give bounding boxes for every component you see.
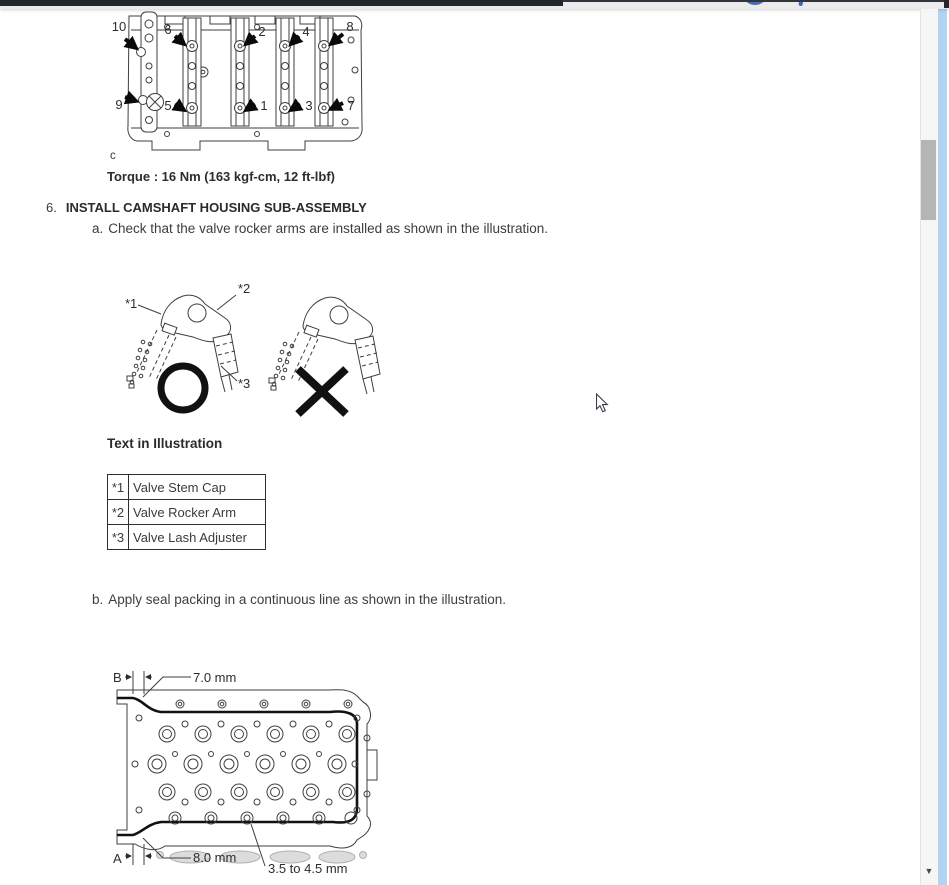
step-number: 6. xyxy=(46,200,57,215)
bolt-number: 4 xyxy=(302,24,310,39)
callout-2: *2 xyxy=(238,281,251,296)
text-in-illustration-table xyxy=(107,474,266,550)
bearing-strip xyxy=(183,18,201,126)
table-key: *3 xyxy=(108,525,129,550)
bearing-strip xyxy=(315,18,333,126)
callout-3: *3 xyxy=(238,376,251,391)
table-value: Valve Stem Cap xyxy=(129,475,266,500)
table-value: Valve Rocker Arm xyxy=(129,500,266,525)
bolt-number: 8 xyxy=(346,19,354,34)
point-a-dim: 8.0 mm xyxy=(193,850,237,865)
callout-1: *1 xyxy=(125,296,138,311)
table-row xyxy=(108,525,266,550)
scrollbar-down-button[interactable] xyxy=(922,864,936,878)
incorrect-mark xyxy=(298,369,346,414)
bolt-number: 5 xyxy=(164,98,172,113)
bolt-number: 7 xyxy=(347,98,355,113)
bolt-number: 3 xyxy=(305,98,313,113)
outer-scrollbar-strip xyxy=(938,2,947,885)
step-title: INSTALL CAMSHAFT HOUSING SUB-ASSEMBLY xyxy=(65,200,367,215)
window-title-bar-fragment xyxy=(0,0,563,6)
mouse-cursor xyxy=(596,393,610,414)
bolt-number: 6 xyxy=(164,22,172,37)
point-b-dim: 7.0 mm xyxy=(193,670,237,685)
table-key: *2 xyxy=(108,500,129,525)
substep-a xyxy=(92,221,548,236)
point-a-label: A xyxy=(113,851,122,866)
point-b-label: B xyxy=(113,670,122,685)
bolt-number: 2 xyxy=(258,24,266,39)
table-row xyxy=(108,500,266,525)
bead-width-label: 3.5 to 4.5 mm xyxy=(268,861,348,876)
table-row xyxy=(108,475,266,500)
bolt-number: 10 xyxy=(111,19,127,34)
figure-rocker-arm xyxy=(105,280,395,425)
substep-text: Apply seal packing in a continuous line as shown in the illustration. xyxy=(108,592,507,607)
bolt-number: 9 xyxy=(115,97,123,112)
figure-seal-packing xyxy=(105,660,397,882)
substep-b xyxy=(92,592,506,607)
scrollbar-thumb[interactable] xyxy=(921,140,936,220)
window-corner-fragment xyxy=(944,0,949,8)
step-6-heading xyxy=(46,200,367,215)
bolt-number: 1 xyxy=(260,98,268,113)
correct-mark xyxy=(161,366,205,410)
torque-spec: Torque : 16 Nm (163 kgf-cm, 12 ft-lbf) xyxy=(107,169,336,184)
figure-torque-sequence xyxy=(105,8,373,153)
substep-letter: b. xyxy=(92,592,104,607)
figure-footnote-label: c xyxy=(110,150,116,162)
scrollbar-down-icon: ▼ xyxy=(924,866,934,876)
substep-text: Check that the valve rocker arms are installed as shown in the illustration. xyxy=(108,221,548,236)
table-key: *1 xyxy=(108,475,129,500)
table-value: Valve Lash Adjuster xyxy=(129,525,266,550)
text-in-illustration-heading: Text in Illustration xyxy=(107,436,223,451)
substep-letter: a. xyxy=(92,221,104,236)
